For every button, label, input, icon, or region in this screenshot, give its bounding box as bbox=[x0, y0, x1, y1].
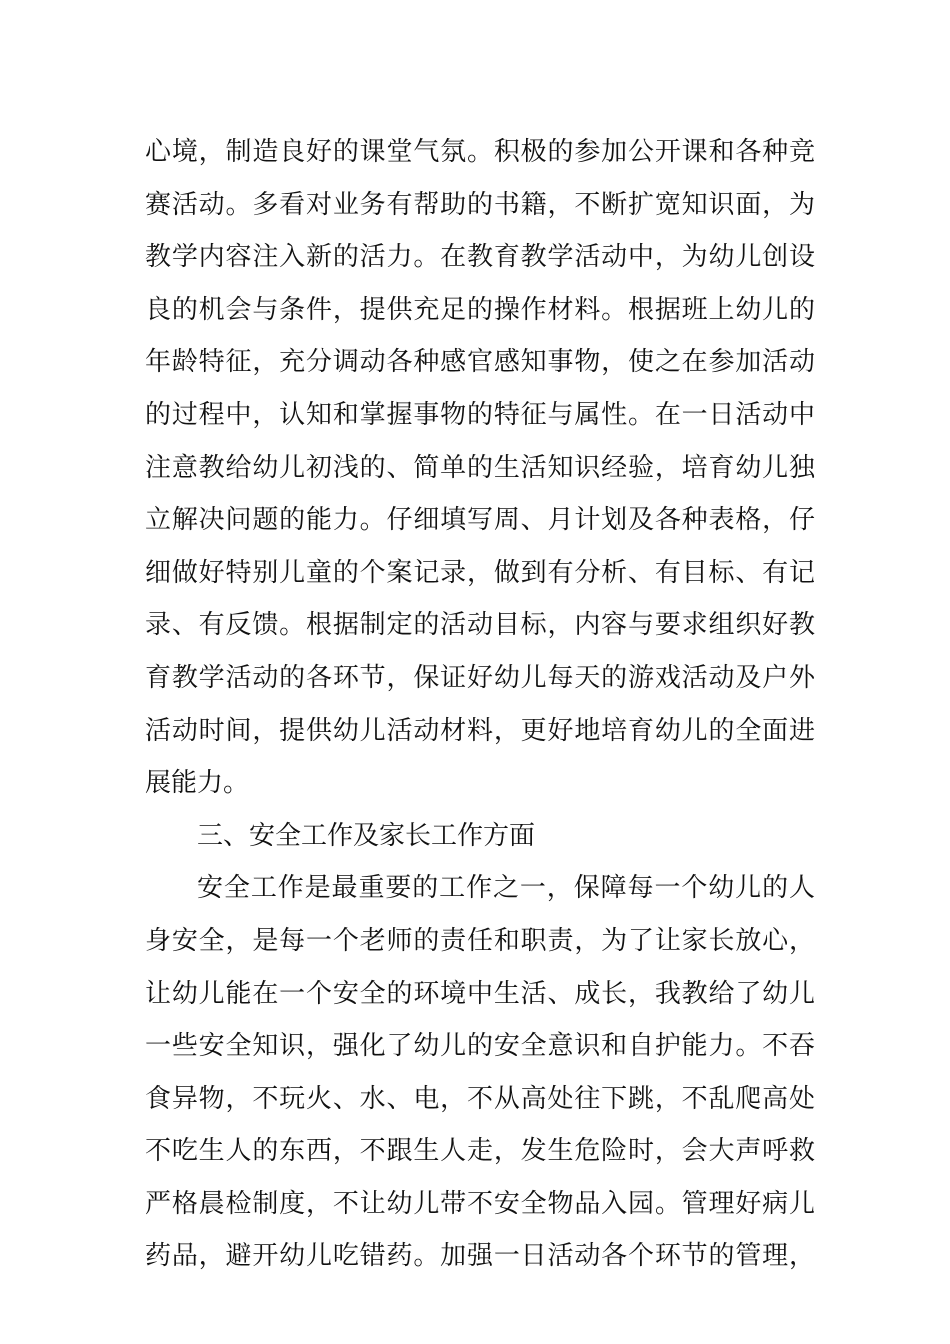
text-line: 良的机会与条件，提供充足的操作材料。根据班上幼儿的 bbox=[145, 294, 815, 325]
paragraph-end-line: 展能力。 bbox=[145, 768, 250, 799]
text-line: 让幼儿能在一个安全的环境中生活、成长，我教给了幼儿 bbox=[145, 978, 815, 1009]
text-line: 食异物，不玩火、水、电，不从高处往下跳，不乱爬高处 bbox=[145, 1083, 815, 1114]
text-line: 的过程中，认知和掌握事物的特征与属性。在一日活动中 bbox=[145, 399, 815, 430]
section-heading: 三、安全工作及家长工作方面 bbox=[197, 820, 536, 851]
text-line: 不吃生人的东西，不跟生人走，发生危险时，会大声呼救 bbox=[145, 1136, 815, 1167]
text-line: 活动时间，提供幼儿活动材料，更好地培育幼儿的全面进 bbox=[145, 715, 815, 746]
text-line: 药品，避开幼儿吃错药。加强一日活动各个环节的管理， bbox=[145, 1241, 815, 1272]
text-line: 一些安全知识，强化了幼儿的安全意识和自护能力。不吞 bbox=[145, 1031, 815, 1062]
text-line: 心境，制造良好的课堂气氛。积极的参加公开课和各种竞 bbox=[145, 137, 815, 167]
text-line: 赛活动。多看对业务有帮助的书籍，不断扩宽知识面，为 bbox=[145, 189, 815, 220]
text-line: 身安全，是每一个老师的责任和职责，为了让家长放心， bbox=[145, 925, 815, 956]
text-line: 年龄特征，充分调动各种感官感知事物，使之在参加活动 bbox=[145, 347, 815, 378]
text-line: 录、有反馈。根据制定的活动目标，内容与要求组织好教 bbox=[145, 610, 815, 641]
text-line: 细做好特别儿童的个案记录，做到有分析、有目标、有记 bbox=[145, 557, 815, 588]
text-line: 严格晨检制度，不让幼儿带不安全物品入园。管理好病儿 bbox=[145, 1188, 815, 1219]
body-text bbox=[145, 126, 815, 1283]
text-line: 教学内容注入新的活力。在教育教学活动中，为幼儿创设 bbox=[145, 242, 815, 273]
text-line: 立解决问题的能力。仔细填写周、月计划及各种表格，仔 bbox=[145, 505, 815, 536]
text-line: 育教学活动的各环节，保证好幼儿每天的游戏活动及户外 bbox=[145, 662, 815, 693]
text-line: 注意教给幼儿初浅的、简单的生活知识经验，培育幼儿独 bbox=[145, 452, 815, 483]
paragraph-first-line: 安全工作是最重要的工作之一，保障每一个幼儿的人 bbox=[197, 873, 815, 904]
